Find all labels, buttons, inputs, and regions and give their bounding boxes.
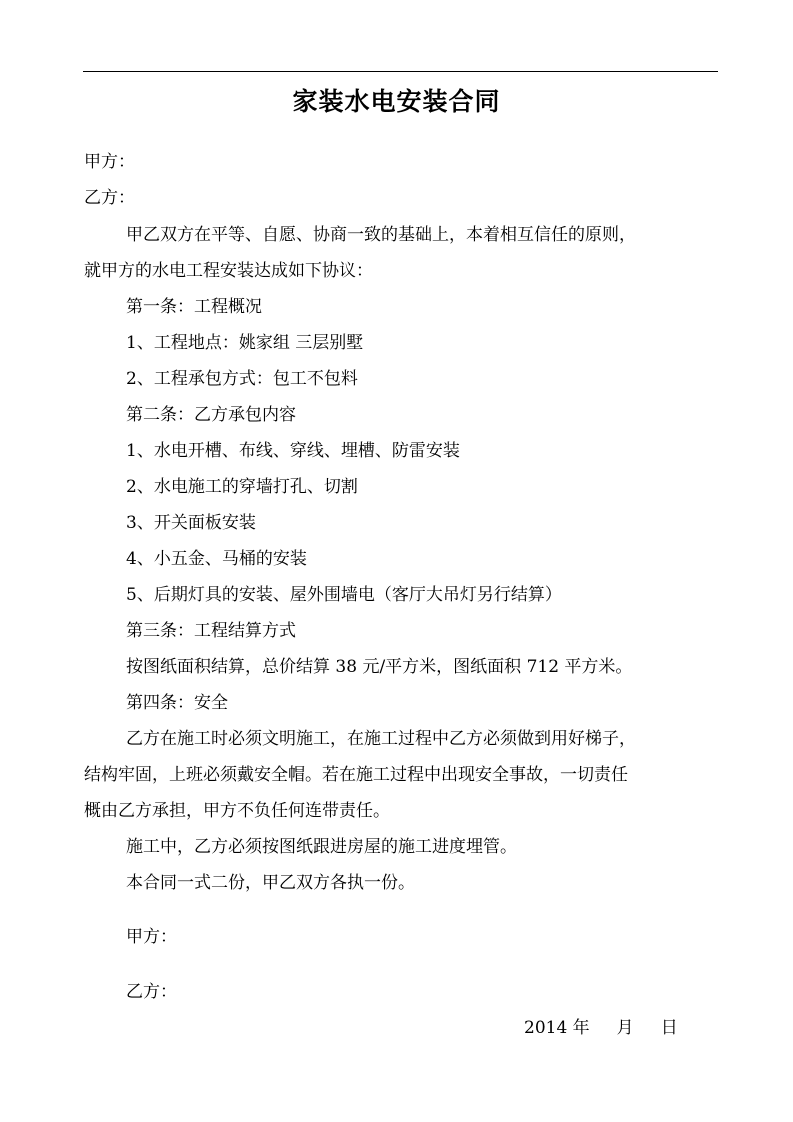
article4-paragraph-line-3: 概由乙方承担，甲方不负任何连带责任。 — [84, 801, 390, 821]
party-a-label: 甲方： — [84, 152, 135, 172]
intro-line-2: 就甲方的水电工程安装达成如下协议： — [84, 261, 373, 281]
document-title: 家装水电安装合同 — [292, 87, 501, 116]
article1-item: 1、工程地点：姚家组 三层别墅 — [126, 333, 364, 353]
signature-party-a: 甲方： — [126, 927, 177, 947]
header-rule — [83, 71, 718, 72]
article3-heading: 第三条：工程结算方式 — [126, 621, 296, 641]
article1-heading: 第一条：工程概况 — [126, 297, 262, 317]
article2-item: 4、小五金、马桶的安装 — [126, 549, 307, 569]
article1-item: 2、工程承包方式：包工不包料 — [126, 369, 358, 389]
article2-item: 2、水电施工的穿墙打孔、切割 — [126, 477, 358, 497]
signature-party-b: 乙方： — [126, 982, 177, 1002]
article2-item: 5、后期灯具的安装、屋外围墙电（客厅大吊灯另行结算） — [126, 585, 562, 605]
clause-copies: 本合同一式二份，甲乙双方各执一份。 — [126, 873, 415, 893]
party-b-label: 乙方： — [84, 188, 135, 208]
article4-paragraph-line-2: 结构牢固，上班必须戴安全帽。若在施工过程中出现安全事故，一切责任 — [84, 765, 628, 785]
article3-text: 按图纸面积结算，总价结算 38 元/平方米，图纸面积 712 平方米。 — [126, 657, 633, 677]
article4-paragraph-line-1: 乙方在施工时必须文明施工，在施工过程中乙方必须做到用好梯子， — [126, 729, 636, 749]
intro-line-1: 甲乙双方在平等、自愿、协商一致的基础上，本着相互信任的原则， — [126, 225, 636, 245]
article2-item: 3、开关面板安装 — [126, 513, 256, 533]
signing-date: 2014 年 月 日 — [524, 1018, 678, 1038]
article4-heading: 第四条：安全 — [126, 693, 228, 713]
article2-heading: 第二条：乙方承包内容 — [126, 405, 296, 425]
clause-construction: 施工中，乙方必须按图纸跟进房屋的施工进度埋管。 — [126, 837, 517, 857]
article2-item: 1、水电开槽、布线、穿线、埋槽、防雷安装 — [126, 441, 460, 461]
